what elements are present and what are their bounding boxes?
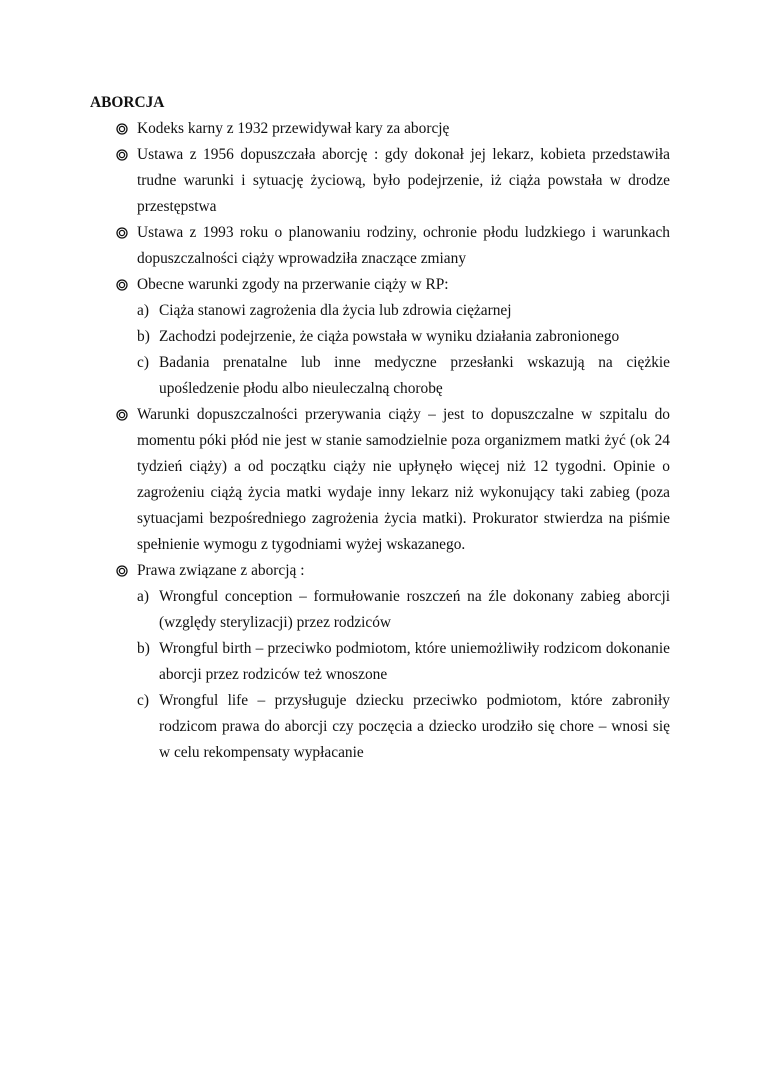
- list-item: [90, 220, 670, 272]
- sub-list-item: [137, 324, 670, 350]
- list-item: [90, 116, 670, 142]
- circle-bullet-icon: [116, 149, 128, 161]
- sub-list-marker: a): [137, 588, 149, 605]
- sub-list-text: Ciąża stanowi zagrożenia dla życia lub zdrowia ciężarnej: [159, 302, 512, 319]
- circle-bullet-icon: [116, 279, 128, 291]
- circle-bullet-icon: [116, 565, 128, 577]
- sub-list-marker: b): [137, 640, 150, 657]
- list-item-text: Kodeks karny z 1932 przewidywał kary za aborcję: [137, 120, 450, 137]
- sub-list-marker: a): [137, 302, 149, 319]
- list-item: [90, 558, 670, 766]
- list-item-text: Ustawa z 1956 dopuszczała aborcję : gdy dokonał jej lekarz, kobieta przedstawiła trudne warunki i sytuację życiową, było podejrzenie, iż ciąża powstała w drodze przestępstwa: [137, 146, 670, 215]
- sub-list-text: Wrongful birth – przeciwko podmiotom, które uniemożliwiły rodzicom dokonanie aborcji przez rodziców też wnoszone: [159, 640, 670, 683]
- list-item-text: Obecne warunki zgody na przerwanie ciąży w RP:: [137, 276, 449, 293]
- sub-list: [137, 298, 670, 402]
- sub-list-item: [137, 350, 670, 402]
- sub-list-text: Wrongful conception – formułowanie roszczeń na źle dokonany zabieg aborcji (względy sterylizacji) przez rodziców: [159, 588, 670, 631]
- list-item-text: Ustawa z 1993 roku o planowaniu rodziny, ochronie płodu ludzkiego i warunkach dopuszczalności ciąży wprowadziła znaczące zmiany: [137, 224, 670, 267]
- sub-list-item: [137, 688, 670, 766]
- sub-list-item: [137, 584, 670, 636]
- document-body: [90, 90, 670, 766]
- list-item: [90, 272, 670, 402]
- circle-bullet-icon: [116, 123, 128, 135]
- sub-list: [137, 584, 670, 766]
- sub-list-text: Badania prenatalne lub inne medyczne przesłanki wskazują na ciężkie upośledzenie płodu albo nieuleczalną chorobę: [159, 354, 670, 397]
- document-title: ABORCJA: [90, 94, 165, 111]
- sub-list-text: Wrongful life – przysługuje dziecku przeciwko podmiotom, które zabroniły rodzicom prawa do aborcji czy poczęcia a dziecko urodziło się chore – wnosi się w celu rekompensaty wypłacanie: [159, 692, 670, 761]
- sub-list-text: Zachodzi podejrzenie, że ciąża powstała w wyniku działania zabronionego: [159, 328, 620, 345]
- sub-list-marker: b): [137, 328, 150, 345]
- list-item-text: Prawa związane z aborcją :: [137, 562, 305, 579]
- sub-list-item: [137, 298, 670, 324]
- sub-list-marker: c): [137, 354, 149, 371]
- list-item: [90, 142, 670, 220]
- circle-bullet-icon: [116, 409, 128, 421]
- list-item-text: Warunki dopuszczalności przerywania ciąży – jest to dopuszczalne w szpitalu do momentu póki płód nie jest w stanie samodzielnie poza organizmem matki żyć (ok 24 tydzień ciąży) a od początku ciąży nie upłynęło więcej niż 12 tygodni. Opinie o zagrożeniu ciążą życia matki wydaje inny lekarz niż wykonujący taki zabieg (poza sytuacjami bezpośredniego zagrożenia życia matki). Prokurator stwierdza na piśmie spełnienie wymogu z tygodniami wyżej wskazanego.: [137, 406, 670, 553]
- sub-list-marker: c): [137, 692, 149, 709]
- circle-bullet-icon: [116, 227, 128, 239]
- sub-list-item: [137, 636, 670, 688]
- list-item: [90, 402, 670, 558]
- main-list: [90, 116, 670, 766]
